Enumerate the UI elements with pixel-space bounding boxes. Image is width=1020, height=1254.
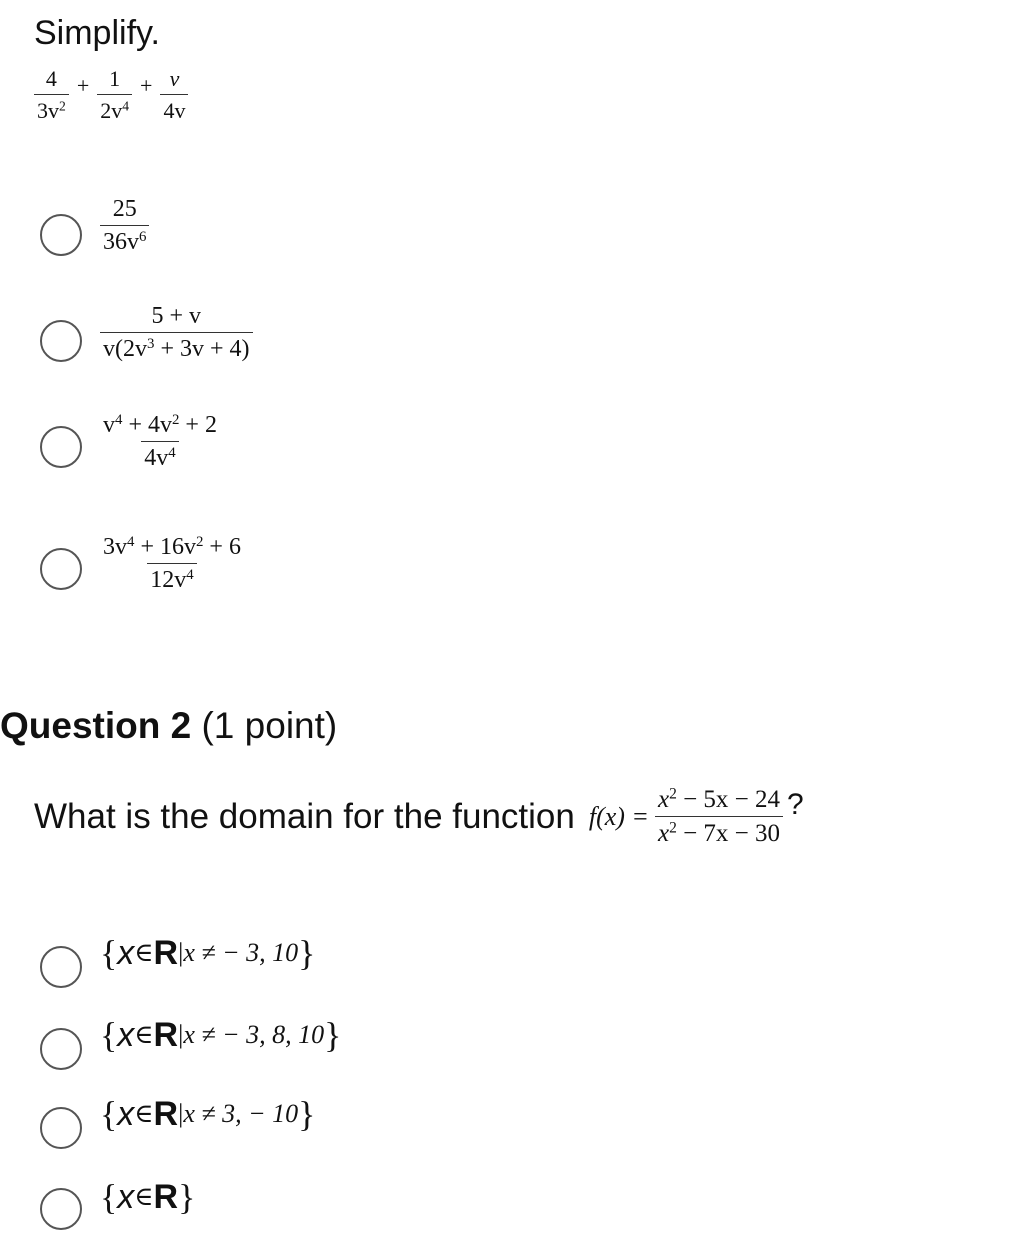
q1-option-4-label[interactable]: $\frac{3v^4 + 16v^2 + 6}{12v^4}$ xyxy=(103,533,241,593)
question-2-heading: Question 2 (1 point) xyxy=(0,705,338,746)
question-1-expression xyxy=(34,66,188,124)
fraction-term-1: $\frac{4}{3v^2}$ xyxy=(34,66,69,124)
q1-option-1-radio[interactable] xyxy=(40,214,82,256)
function-label: f(x) = xyxy=(588,802,649,831)
q2-option-1-label[interactable]: { x ∈ R | x ≠ − 3, 10 } xyxy=(100,933,316,973)
question-2-text: What is the domain for the function f(x) = $\frac{x^2 - 5x - 24}{x^2 - 7x - 30}$ ? xyxy=(34,785,804,847)
q2-option-3-label[interactable]: { x ∈ R | x ≠ 3, − 10 } xyxy=(100,1094,316,1134)
q1-option-3-radio[interactable] xyxy=(40,426,82,468)
plus-sign: + xyxy=(76,73,90,98)
plus-sign: + xyxy=(140,73,153,98)
q2-option-4-radio[interactable] xyxy=(40,1188,82,1230)
q2-option-2-radio[interactable] xyxy=(40,1028,82,1070)
q2-option-2-label[interactable]: { x ∈ R | x ≠ − 3, 8, 10 } xyxy=(100,1015,342,1055)
q2-option-3-radio[interactable] xyxy=(40,1107,82,1149)
question-1-prompt: Simplify. xyxy=(34,14,160,52)
function-fraction: $\frac{x^2 - 5x - 24}{x^2 - 7x - 30}$ xyxy=(655,786,783,848)
fraction-term-3: $\frac{v}{4v}$ xyxy=(160,66,188,124)
fraction-term-2: $\frac{1}{2v^4}$ xyxy=(97,66,132,124)
q1-option-2-label[interactable]: $\frac{5 + v}{v(2v^3 + 3v + 4)}$ xyxy=(100,303,253,363)
q2-option-1-radio[interactable] xyxy=(40,946,82,988)
q1-option-3-label[interactable]: $\frac{v^4 + 4v^2 + 2}{4v^4}$ xyxy=(103,411,217,471)
q1-option-4-radio[interactable] xyxy=(40,548,82,590)
q1-option-1-label[interactable]: $\frac{25}{36v^6}$ xyxy=(100,196,149,256)
q1-option-2-radio[interactable] xyxy=(40,320,82,362)
q2-option-4-label[interactable]: { x ∈ R } xyxy=(100,1177,196,1217)
